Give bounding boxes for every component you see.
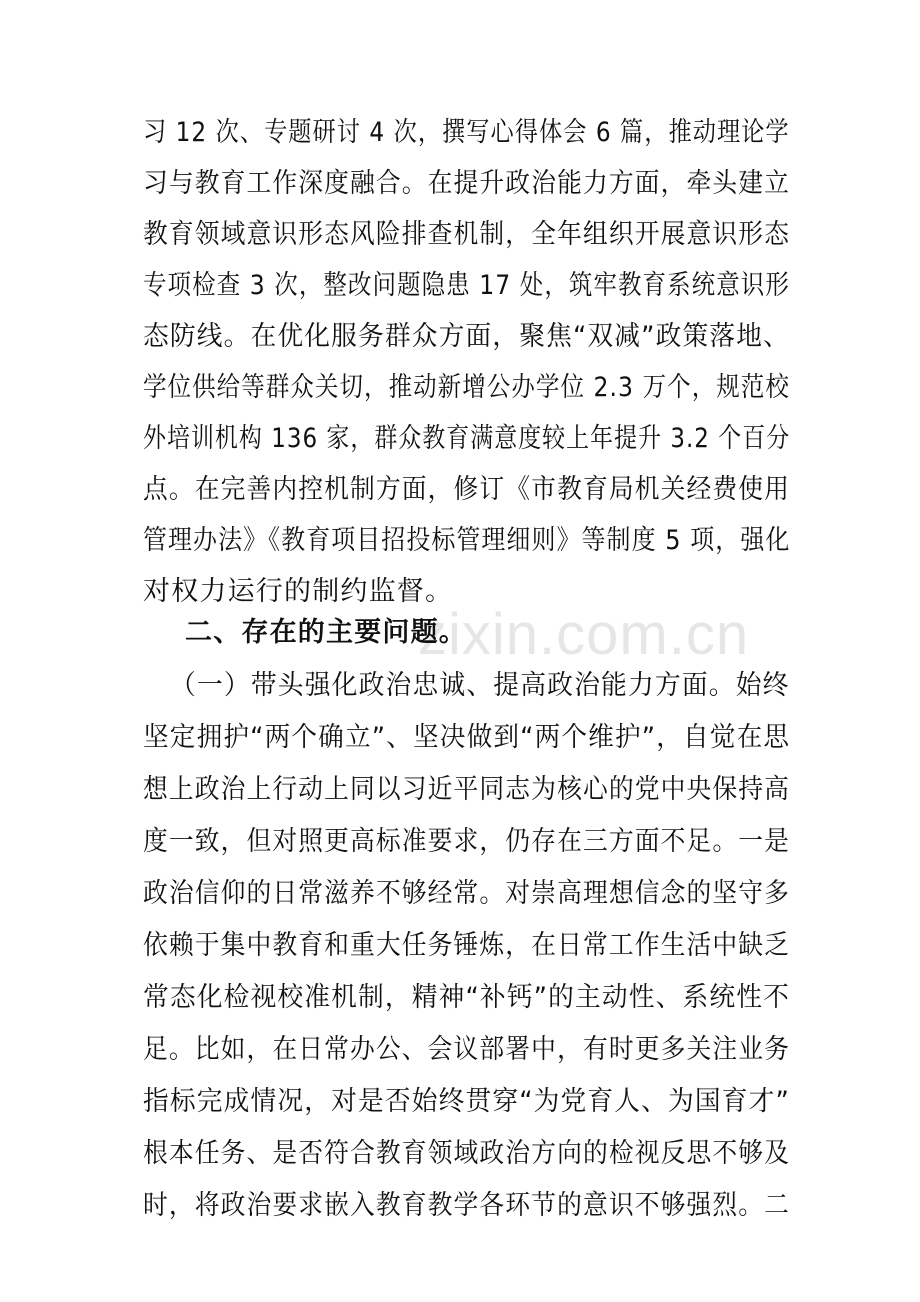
text-line: 态防线。在优化服务群众方面，聚焦“双减”政策落地、 — [143, 321, 791, 352]
text-line: 依赖于集中教育和重大任务锤炼，在日常工作生活中缺乏 — [143, 930, 790, 961]
text-line: 点。在完善内控机制方面，修订《市教育局机关经费使用 — [143, 474, 790, 505]
text-line: 指标完成情况，对是否始终贯穿“为党育人、为国育才” — [143, 1086, 791, 1117]
watermark: zixin.com.cn — [418, 602, 750, 667]
text-line: 根本任务、是否符合教育领域政治方向的检视反思不够及 — [143, 1138, 790, 1169]
text-line: 常态化检视校准机制，精神“补钙”的主动性、系统性不 — [143, 982, 791, 1013]
text-line: 想上政治上行动上同以习近平同志为核心的党中央保持高 — [143, 774, 790, 805]
text-line: 教育领域意识形态风险排查机制，全年组织开展意识形态 — [143, 219, 790, 250]
text-line: 管理办法》《教育项目招投标管理细则》等制度 5 项，强化 — [143, 525, 791, 556]
text-line: （一）带头强化政治忠诚、提高政治能力方面。始终 — [170, 670, 790, 701]
section-heading: 二、存在的主要问题。 — [185, 617, 467, 648]
text-line: 时，将政治要求嵌入教育教学各环节的意识不够强烈。二 — [143, 1190, 790, 1221]
text-line: 专项检查 3 次，整改问题隐患 17 处，筑牢教育系统意识形 — [143, 270, 790, 301]
text-line: 习与教育工作深度融合。在提升政治能力方面，牵头建立 — [143, 168, 790, 199]
text-line: 外培训机构 136 家，群众教育满意度较上年提升 3.2 个百分 — [143, 423, 791, 454]
text-line: 对权力运行的制约监督。 — [143, 576, 454, 607]
text-line: 足。比如，在日常办公、会议部署中，有时更多关注业务 — [143, 1034, 790, 1065]
text-line: 度一致，但对照更高标准要求，仍存在三方面不足。一是 — [143, 826, 790, 857]
text-line: 学位供给等群众关切，推动新增公办学位 2.3 万个，规范校 — [143, 372, 790, 403]
text-line: 政治信仰的日常滋养不够经常。对崇高理想信念的坚守多 — [143, 878, 790, 909]
text-line: 坚定拥护“两个确立”、坚决做到“两个维护”，自觉在思 — [143, 722, 791, 753]
text-line: 习 12 次、专题研讨 4 次，撰写心得体会 6 篇，推动理论学 — [143, 117, 790, 148]
